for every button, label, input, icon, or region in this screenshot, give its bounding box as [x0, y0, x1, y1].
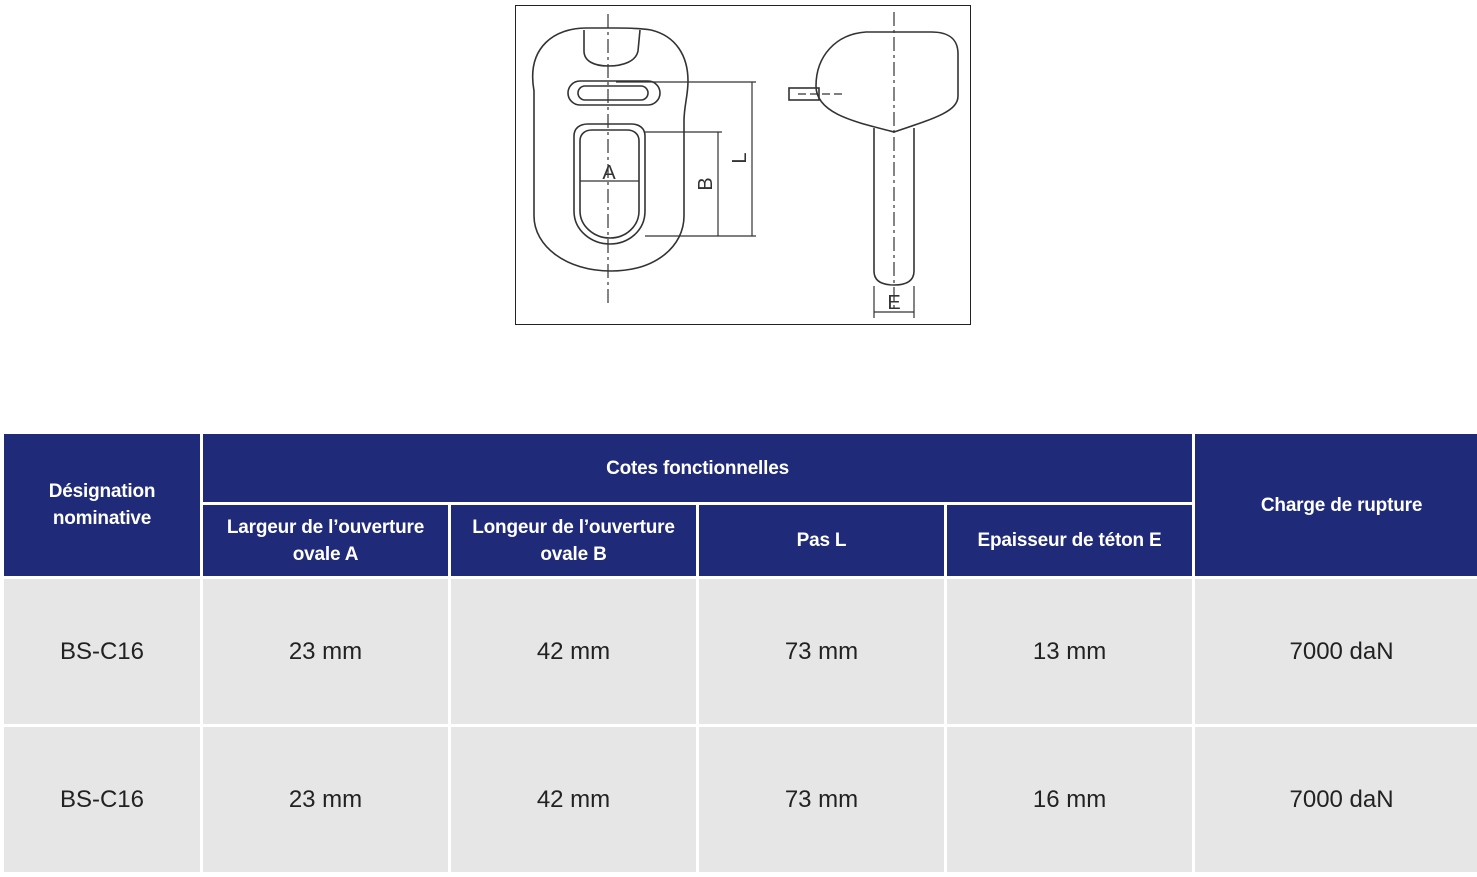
- side-view-outline: [816, 32, 958, 132]
- pin-slot: [568, 81, 660, 105]
- dim-label-l: L: [729, 152, 751, 164]
- cell-b: 42 mm: [451, 727, 696, 872]
- table-row: [4, 727, 1477, 872]
- cell-a: 23 mm: [203, 579, 448, 724]
- dim-label-a: A: [602, 162, 616, 184]
- dim-label-b: B: [695, 177, 717, 191]
- header-epaisseur-e: Epaisseur de téton E: [947, 505, 1192, 576]
- header-pas-l: Pas L: [699, 505, 944, 576]
- socket-eye-diagram: [516, 6, 969, 323]
- cell-a: 23 mm: [203, 727, 448, 872]
- cell-charge: 7000 daN: [1195, 727, 1477, 872]
- header-charge-de-rupture: Charge de rupture: [1195, 434, 1477, 576]
- dim-label-e: E: [887, 292, 901, 314]
- cell-designation: BS-C16: [4, 727, 200, 872]
- cell-e: 16 mm: [947, 727, 1192, 872]
- cell-l: 73 mm: [699, 727, 944, 872]
- specification-table: [1, 431, 1477, 875]
- header-cotes-fonctionnelles: Cotes fonctionnelles: [203, 434, 1192, 502]
- header-largeur-a: Largeur de l’ouverture ovale A: [203, 505, 448, 576]
- header-designation: Désignation nominative: [4, 434, 200, 576]
- front-view-outline: [533, 28, 688, 271]
- cell-designation: BS-C16: [4, 579, 200, 724]
- table-row: [4, 579, 1477, 724]
- header-longeur-b: Longeur de l’ouverture ovale B: [451, 505, 696, 576]
- cell-b: 42 mm: [451, 579, 696, 724]
- cell-charge: 7000 daN: [1195, 579, 1477, 724]
- technical-drawing: [515, 5, 971, 325]
- cell-e: 13 mm: [947, 579, 1192, 724]
- cell-l: 73 mm: [699, 579, 944, 724]
